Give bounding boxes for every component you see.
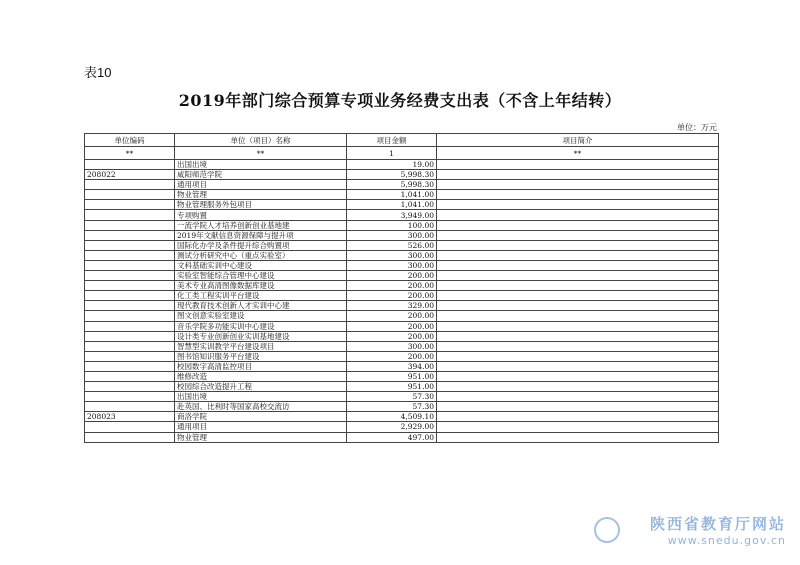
table-number-label: 表10 [84, 65, 112, 80]
amount-cell: 2,929.00 [347, 422, 437, 432]
intro-cell [437, 341, 719, 351]
amount-cell: 200.00 [347, 281, 437, 291]
unit-name-cell: 文科基础实训中心建设 [175, 260, 347, 270]
column-header-amount: 项目金额 [347, 134, 437, 147]
unit-name-cell: 出国出境 [175, 392, 347, 402]
document-title: 2019年部门综合预算专项业务经费支出表（不含上年结转） [178, 91, 622, 110]
unit-code-cell [85, 180, 175, 190]
unit-code-cell [85, 210, 175, 220]
amount-cell: 19.00 [347, 160, 437, 170]
table-row [85, 301, 719, 311]
unit-label: 单位：万元 [677, 123, 717, 132]
intro-cell [437, 200, 719, 210]
intro-cell [437, 210, 719, 220]
unit-name-cell: 维修改造 [175, 371, 347, 381]
amount-cell: 200.00 [347, 321, 437, 331]
amount-cell: 394.00 [347, 361, 437, 371]
table-row [85, 432, 719, 442]
intro-cell [437, 432, 719, 442]
intro-cell [437, 351, 719, 361]
amount-cell: 200.00 [347, 311, 437, 321]
unit-name-cell: 实验室智能综合管理中心建设 [175, 271, 347, 281]
unit-code-cell [85, 250, 175, 260]
unit-code-cell: 208022 [85, 170, 175, 180]
table-row [85, 230, 719, 240]
amount-cell: 100.00 [347, 220, 437, 230]
intro-cell [437, 160, 719, 170]
amount-cell: 300.00 [347, 250, 437, 260]
table-row [85, 361, 719, 371]
intro-cell [437, 311, 719, 321]
intro-cell [437, 220, 719, 230]
unit-name-cell: 测试分析研究中心（重点实验室） [175, 250, 347, 260]
intro-cell [437, 271, 719, 281]
unit-name-cell: 智慧型实训教学平台建设项目 [175, 341, 347, 351]
amount-cell: 200.00 [347, 351, 437, 361]
budget-table [84, 133, 719, 443]
table-row [85, 351, 719, 361]
amount-cell: 57.30 [347, 392, 437, 402]
unit-code-cell [85, 341, 175, 351]
unit-code-cell [85, 281, 175, 291]
watermark-emblem-icon [594, 517, 620, 543]
unit-code-cell [85, 331, 175, 341]
intro-cell [437, 250, 719, 260]
unit-name-cell: 通用项目 [175, 422, 347, 432]
table-row [85, 271, 719, 281]
amount-cell: 5,998.30 [347, 180, 437, 190]
unit-code-cell [85, 361, 175, 371]
intro-cell [437, 301, 719, 311]
table-header-row [85, 134, 719, 147]
intro-cell [437, 180, 719, 190]
unit-name-cell: 咸阳师范学院 [175, 170, 347, 180]
column-header-intro: 项目简介 [437, 134, 719, 147]
unit-name-cell: 设计类专业创新创业实训基地建设 [175, 331, 347, 341]
unit-name-cell: 物业管理 [175, 432, 347, 442]
unit-code-cell [85, 382, 175, 392]
amount-cell: 300.00 [347, 230, 437, 240]
amount-cell: 951.00 [347, 371, 437, 381]
unit-name-cell: 现代教育技术创新人才实训中心建 [175, 301, 347, 311]
unit-name-cell: 物业管理 [175, 190, 347, 200]
unit-code-cell: 208023 [85, 412, 175, 422]
unit-code-cell [85, 230, 175, 240]
intro-cell [437, 422, 719, 432]
unit-code-cell [85, 220, 175, 230]
unit-name-cell: 校园数字高清监控项目 [175, 361, 347, 371]
table-row [85, 250, 719, 260]
unit-name-cell: 专项购置 [175, 210, 347, 220]
table-row [85, 422, 719, 432]
unit-name-cell: 出国出境 [175, 160, 347, 170]
table-row [85, 210, 719, 220]
unit-code-cell [85, 190, 175, 200]
intro-cell [437, 230, 719, 240]
amount-cell: 200.00 [347, 291, 437, 301]
intro-cell [437, 402, 719, 412]
amount-cell: 5,998.30 [347, 170, 437, 180]
watermark-text: 陕西省教育厅网站 [649, 515, 786, 533]
unit-name-cell: 校园综合改造提升工程 [175, 382, 347, 392]
table-row [85, 200, 719, 210]
intro-cell [437, 361, 719, 371]
intro-cell [437, 291, 719, 301]
amount-cell: 526.00 [347, 240, 437, 250]
unit-code-cell [85, 351, 175, 361]
table-row [85, 321, 719, 331]
table-row [85, 311, 719, 321]
amount-cell: 951.00 [347, 382, 437, 392]
table-row [85, 392, 719, 402]
unit-code-cell [85, 301, 175, 311]
table-row [85, 180, 719, 190]
intro-cell [437, 260, 719, 270]
unit-name-cell: 国际化办学及条件提升综合购置项 [175, 240, 347, 250]
unit-code-cell [85, 200, 175, 210]
table-row [85, 331, 719, 341]
table-row [85, 260, 719, 270]
intro-cell [437, 281, 719, 291]
unit-code-cell [85, 321, 175, 331]
unit-code-cell [85, 160, 175, 170]
unit-name-cell: 图文创意实验室建设 [175, 311, 347, 321]
intro-cell [437, 240, 719, 250]
amount-cell: 300.00 [347, 341, 437, 351]
intro-cell [437, 190, 719, 200]
intro-cell [437, 321, 719, 331]
unit-name-cell: 美术专业高清图像数据库建设 [175, 281, 347, 291]
unit-name-cell: 赴英国、比利时等国家高校交流访 [175, 402, 347, 412]
intro-cell [437, 392, 719, 402]
unit-code-cell [85, 291, 175, 301]
marker-cell: ** [175, 147, 347, 160]
unit-code-cell [85, 311, 175, 321]
unit-code-cell [85, 422, 175, 432]
unit-code-cell [85, 271, 175, 281]
amount-cell: 4,509.10 [347, 412, 437, 422]
unit-code-cell [85, 432, 175, 442]
table-row [85, 382, 719, 392]
table-row [85, 402, 719, 412]
amount-cell: 497.00 [347, 432, 437, 442]
intro-cell [437, 331, 719, 341]
intro-cell [437, 382, 719, 392]
unit-name-cell: 音乐学院多功能实训中心建设 [175, 321, 347, 331]
amount-cell: 57.30 [347, 402, 437, 412]
unit-name-cell: 图书馆知识服务平台建设 [175, 351, 347, 361]
site-watermark [650, 513, 786, 547]
unit-name-cell: 2019年文献信息资源保障与提升项 [175, 230, 347, 240]
unit-code-cell [85, 371, 175, 381]
amount-cell: 1,041.00 [347, 190, 437, 200]
unit-name-cell: 商洛学院 [175, 412, 347, 422]
table-row [85, 220, 719, 230]
unit-name-cell: 物业管理服务外包项目 [175, 200, 347, 210]
table-row [85, 240, 719, 250]
unit-name-cell: 一流学院人才培养创新创业基地建 [175, 220, 347, 230]
unit-code-cell [85, 402, 175, 412]
unit-code-cell [85, 260, 175, 270]
amount-cell: 329.00 [347, 301, 437, 311]
column-header-unit-name: 单位（项目）名称 [175, 134, 347, 147]
unit-name-cell: 通用项目 [175, 180, 347, 190]
unit-code-cell [85, 392, 175, 402]
watermark-url: www.snedu.gov.cn [667, 534, 786, 547]
marker-cell: 1 [347, 147, 437, 160]
marker-row [85, 147, 719, 160]
column-header-unit-code: 单位编码 [85, 134, 175, 147]
table-row [85, 291, 719, 301]
marker-cell: ** [437, 147, 719, 160]
intro-cell [437, 170, 719, 180]
table-row [85, 371, 719, 381]
table-row [85, 190, 719, 200]
table-row [85, 281, 719, 291]
amount-cell: 1,041.00 [347, 200, 437, 210]
marker-cell: ** [85, 147, 175, 160]
unit-code-cell [85, 240, 175, 250]
intro-cell [437, 371, 719, 381]
table-row [85, 160, 719, 170]
table-row [85, 170, 719, 180]
amount-cell: 300.00 [347, 260, 437, 270]
amount-cell: 200.00 [347, 331, 437, 341]
table-row [85, 341, 719, 351]
amount-cell: 3,949.00 [347, 210, 437, 220]
unit-name-cell: 化工类工程实训平台建设 [175, 291, 347, 301]
intro-cell [437, 412, 719, 422]
amount-cell: 200.00 [347, 271, 437, 281]
table-row [85, 412, 719, 422]
